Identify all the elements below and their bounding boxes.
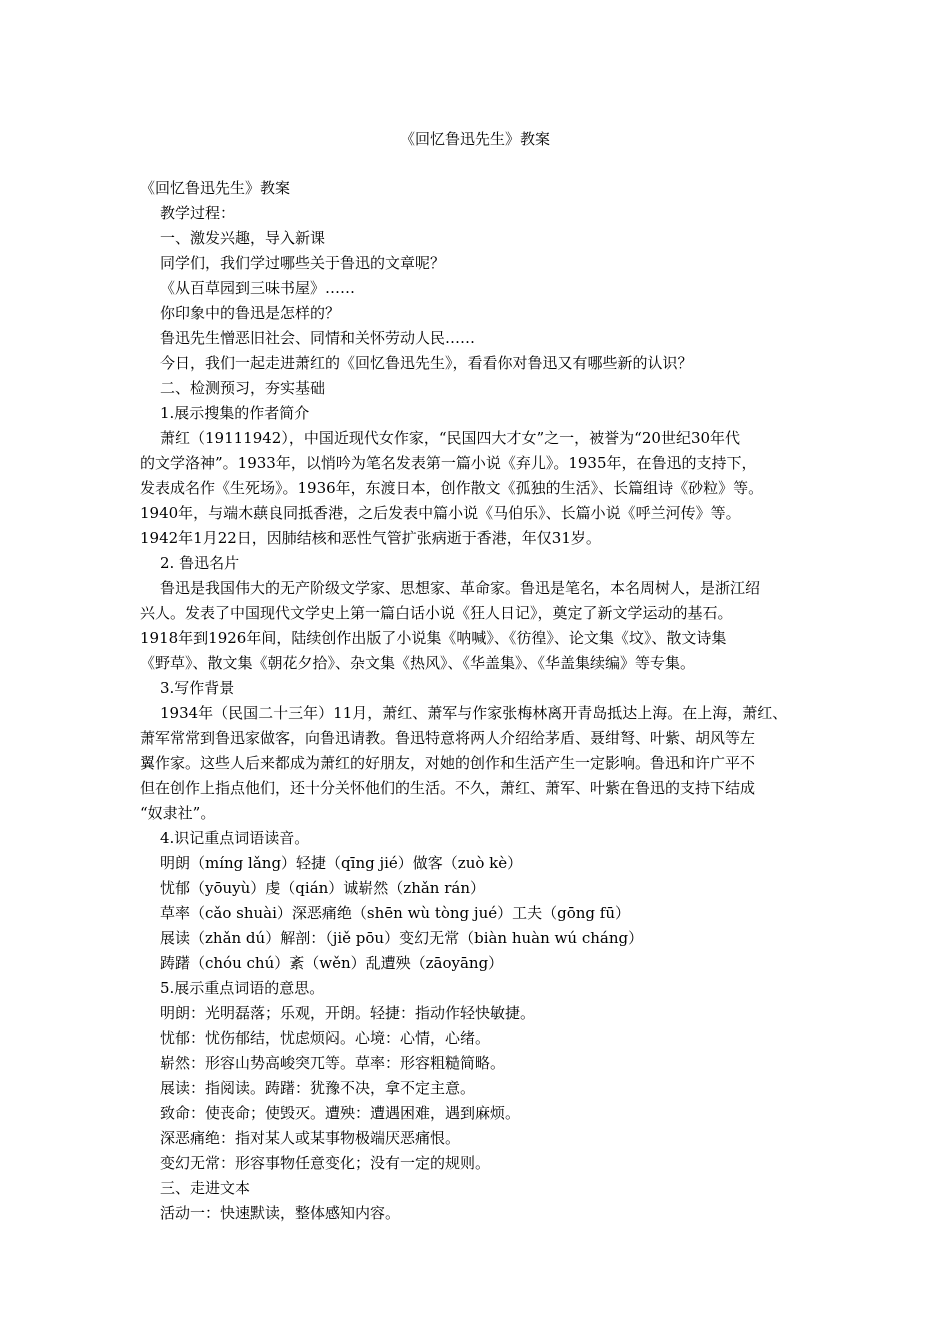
text-line: 翼作家。这些人后来都成为萧红的好朋友，对她的创作和生活产生一定影响。鲁迅和许广平不 — [140, 754, 756, 772]
text-line: 变幻无常：形容事物任意变化；没有一定的规则。 — [160, 1154, 491, 1172]
text-line: 1918年到1926年间，陆续创作出版了小说集《呐喊》、《彷徨》、论文集《坟》、散文诗集 — [140, 629, 727, 647]
text-line: 三、走进文本 — [160, 1179, 251, 1197]
text-line: 崭然：形容山势高峻突兀等。草率：形容粗糙简略。 — [160, 1054, 506, 1072]
text-line: 深恶痛绝：指对某人或某事物极端厌恶痛恨。 — [160, 1129, 461, 1147]
text-line: 4.识记重点词语读音。 — [160, 829, 310, 847]
text-line: 活动一：快速默读，整体感知内容。 — [160, 1204, 401, 1222]
text-line: 1.展示搜集的作者简介 — [160, 404, 310, 422]
text-line: 但在创作上指点他们，还十分关怀他们的生活。不久，萧红、萧军、叶紫在鲁迅的支持下结成 — [140, 779, 756, 797]
text-line: 《从百草园到三味书屋》…… — [160, 279, 356, 297]
text-line: 你印象中的鲁迅是怎样的？ — [160, 304, 341, 322]
text-line: 致命：使丧命；使毁灭。遭殃：遭遇困难，遇到麻烦。 — [160, 1104, 521, 1122]
text-line: 二、检测预习，夯实基础 — [160, 379, 326, 397]
text-line: 明朗：光明磊落；乐观，开朗。轻捷：指动作轻快敏捷。 — [160, 1004, 536, 1022]
text-line: 萧军常常到鲁迅家做客，向鲁迅请教。鲁迅特意将两人介绍给茅盾、聂绀弩、叶紫、胡风等左 — [140, 729, 756, 747]
text-line: 兴人。发表了中国现代文学史上第一篇白话小说《狂人日记》，奠定了新文学运动的基石。 — [140, 604, 733, 622]
text-line: 1934年（民国二十三年）11月，萧红、萧军与作家张梅林离开青岛抵达上海。在上海，萧红、 — [160, 704, 788, 722]
text-line: 忧郁：忧伤郁结，忧虑烦闷。心境：心情，心绪。 — [160, 1029, 491, 1047]
text-line: 2. 鲁迅名片 — [160, 554, 240, 572]
text-line: 的文学洛神”。1933年，以悄吟为笔名发表第一篇小说《弃儿》。1935年，在鲁迅的支持下， — [140, 454, 757, 472]
text-line: 踌躇（chóu chú）紊（wěn）乱遭殃（zāoyāng） — [160, 954, 504, 972]
text-line: 《野草》、散文集《朝花夕拾》、杂文集《热风》、《华盖集》、《华盖集续编》等专集。 — [140, 654, 696, 672]
text-line: “奴隶社”。 — [140, 804, 216, 822]
text-line: 鲁迅是我国伟大的无产阶级文学家、思想家、革命家。鲁迅是笔名，本名周树人，是浙江绍 — [160, 579, 761, 597]
text-line: 发表成名作《生死场》。1936年，东渡日本，创作散文《孤独的生活》、长篇组诗《砂粒》等。 — [140, 479, 764, 497]
text-line: 鲁迅先生憎恶旧社会、同情和关怀劳动人民…… — [160, 329, 476, 347]
text-line: 1940年，与端木蕻良同抵香港，之后发表中篇小说《马伯乐》、长篇小说《呼兰河传》等。 — [140, 504, 741, 522]
text-line: 展读：指阅读。踌躇：犹豫不决，拿不定主意。 — [160, 1079, 476, 1097]
text-line: 明朗（míng lǎng）轻捷（qīng jié）做客（zuò kè） — [160, 854, 523, 872]
text-line: 教学过程： — [160, 204, 236, 222]
text-line: 5.展示重点词语的意思。 — [160, 979, 325, 997]
document-title: 《回忆鲁迅先生》教案 — [399, 130, 550, 148]
text-line: 今日，我们一起走进萧红的《回忆鲁迅先生》，看看你对鲁迅又有哪些新的认识？ — [160, 354, 693, 372]
text-line: 1942年1月22日，因肺结核和恶性气管扩张病逝于香港，年仅31岁。 — [140, 529, 601, 547]
text-line: 一、激发兴趣，导入新课 — [160, 229, 326, 247]
text-line: 《回忆鲁迅先生》教案 — [140, 179, 291, 197]
text-line: 萧红（19111942），中国近现代女作家，“民国四大才女”之一，被誉为“20世纪30年代 — [160, 429, 741, 447]
document-body — [140, 176, 830, 1226]
text-line: 3.写作背景 — [160, 679, 235, 697]
text-line: 草率（cǎo shuài）深恶痛绝（shēn wù tòng jué）工夫（gōng fū） — [160, 904, 630, 922]
text-line: 忧郁（yōuyù）虔（qián）诚崭然（zhǎn rán） — [160, 879, 486, 897]
text-line: 同学们，我们学过哪些关于鲁迅的文章呢？ — [160, 254, 446, 272]
text-line: 展读（zhǎn dú）解剖：（jiě pōu）变幻无常（biàn huàn wú cháng） — [160, 929, 644, 947]
